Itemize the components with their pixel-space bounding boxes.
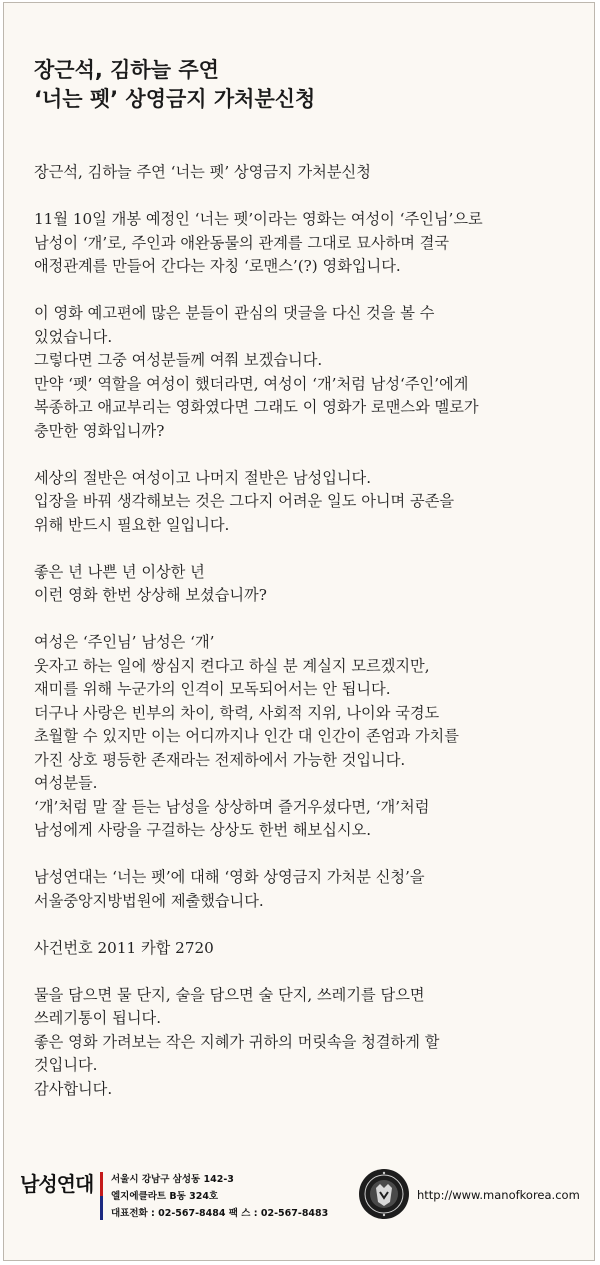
paragraph-line: 더구나 사랑은 빈부의 차이, 학력, 사회적 지위, 나이와 국경도 [34,703,440,722]
footer [4,1168,594,1228]
headline [34,56,315,114]
paragraph-line: 세상의 절반은 여성이고 나머지 절반은 남성입니다. [34,468,372,487]
notice-page [3,2,595,1261]
paragraph-line: 여성분들. [34,774,98,792]
organization-logo: 남성연대 [20,1172,94,1196]
paragraph-line: 물을 담으면 물 단지, 술을 담으면 술 단지, 쓰레기를 담으면 [34,985,425,1004]
paragraph-line: 만약 ‘펫’ 역할을 여성이 했더라면, 여성이 ‘개’처럼 남성‘주인’에게 [34,374,469,393]
paragraph-line: 이런 영화 한번 상상해 보셨습니까? [34,586,267,604]
headline-line-1: 장근석, 김하늘 주연 [34,58,219,82]
paragraph-line: 장근석, 김하늘 주연 ‘너는 펫’ 상영금지 가처분신청 [34,163,371,181]
paragraph-line: 충만한 영화입니까? [34,421,165,440]
paragraph-line: 사건번호 2011 카합 2720 [34,938,214,957]
statement-body [34,161,579,1125]
headline-line-2: ‘너는 펫’ 상영금지 가처분신청 [34,87,316,111]
paragraph-line: 초월할 수 있지만 이는 어디까지나 인간 대 인간이 존엄과 가치를 [34,727,459,745]
phone-fax-line: 대표전화 : 02-567-8484 팩 스 : 02-567-8483 [111,1208,329,1219]
paragraph-line: 남성에게 사랑을 구걸하는 상상도 한번 해보십시오. [34,821,372,839]
paragraph-line: 웃자고 하는 일에 쌍심지 켠다고 하실 분 계실지 모르겠지만, [34,656,430,675]
paragraph-line: 입장을 바꿔 생각해보는 것은 그다지 어려운 일도 아니며 공존을 [34,492,455,510]
organization-emblem-icon [358,1168,410,1220]
paragraph-line: 그렇다면 그중 여성분들께 여쭤 보겠습니다. [34,351,323,369]
paragraph-line: 애정관계를 만들어 간다는 자칭 ‘로맨스’(?) 영화입니다. [34,257,401,275]
paragraph [34,631,579,843]
paragraph [34,937,579,961]
paragraph-line: 여성은 ‘주인님’ 남성은 ‘개’ [34,633,215,651]
address-line-1: 서울시 강남구 삼성동 142-3 [111,1174,234,1185]
paragraph [34,302,579,443]
paragraph-line: 위해 반드시 필요한 일입니다. [34,515,230,534]
paragraph [34,984,579,1102]
paragraph [34,561,579,608]
address-line-2: 엘지에클라트 B동 324호 [111,1191,219,1202]
divider-blue [100,1196,103,1220]
contact-info [111,1171,328,1222]
website-link[interactable]: http://www.manofkorea.com [417,1188,580,1202]
paragraph [34,208,579,279]
paragraph [34,161,579,185]
paragraph-line: 가진 상호 평등한 존재라는 전제하에서 가능한 것입니다. [34,750,406,769]
paragraph-line: 이 영화 예고편에 많은 분들이 관심의 댓글을 다신 것을 볼 수 [34,304,435,322]
paragraph-line: 쓰레기통이 됩니다. [34,1009,162,1027]
divider-red [100,1172,103,1196]
paragraph-line: 있었습니다. [34,327,113,346]
paragraph-line: ‘개’처럼 말 잘 듣는 남성을 상상하며 즐거우셨다면, ‘개’처럼 [34,797,430,816]
paragraph-line: 좋은 영화 가려보는 작은 지혜가 귀하의 머릿속을 청결하게 할 [34,1032,440,1051]
paragraph-line: 11월 10일 개봉 예정인 ‘너는 펫’이라는 영화는 여성이 ‘주인님’으로 [34,210,483,228]
paragraph-line: 좋은 년 나쁜 년 이상한 년 [34,562,205,581]
paragraph-line: 것입니다. [34,1056,98,1074]
footer-divider [100,1172,103,1220]
paragraph-line: 재미를 위해 누군가의 인격이 모독되어서는 안 됩니다. [34,680,391,698]
paragraph-line: 감사합니다. [34,1079,113,1098]
paragraph [34,467,579,538]
paragraph [34,866,579,913]
paragraph-line: 남성연대는 ‘너는 펫’에 대해 ‘영화 상영금지 가처분 신청’을 [34,868,425,886]
paragraph-line: 서울중앙지방법원에 제출했습니다. [34,891,264,910]
paragraph-line: 남성이 ‘개’로, 주인과 애완동물의 관계를 그대로 묘사하며 결국 [34,233,450,252]
paragraph-line: 복종하고 애교부리는 영화였다면 그래도 이 영화가 로맨스와 멜로가 [34,398,479,416]
